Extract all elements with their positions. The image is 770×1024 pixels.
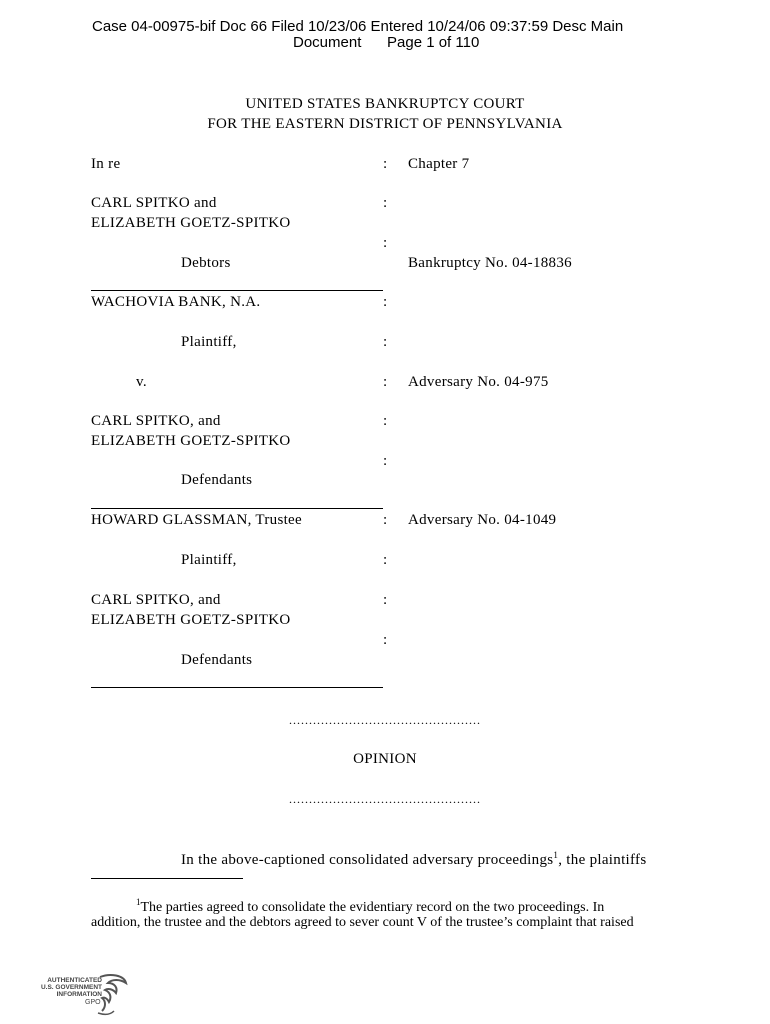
defendant-name-1: CARL SPITKO, and	[91, 413, 221, 429]
bankruptcy-number: Bankruptcy No. 04-18836	[408, 255, 572, 271]
caption-colon: :	[383, 294, 388, 310]
court-name: UNITED STATES BANKRUPTCY COURT	[245, 96, 525, 112]
footnote-reference: 1	[553, 850, 559, 860]
caption-colon: :	[383, 453, 388, 469]
plaintiff-trustee: HOWARD GLASSMAN, Trustee	[91, 512, 302, 528]
dotted-separator: ................................................	[289, 792, 481, 806]
caption-colon: :	[383, 413, 388, 429]
page-indicator: Page 1 of 110	[387, 34, 480, 51]
defendants-label: Defendants	[181, 652, 253, 668]
seal-text: AUTHENTICATED U.S. GOVERNMENT INFORMATION	[40, 977, 102, 998]
body-text: In the above-captioned consolidated adversary proceedings	[181, 852, 554, 868]
versus-label: v.	[136, 374, 147, 390]
footnote-mark: 1	[136, 897, 141, 907]
debtor-name-1: CARL SPITKO and	[91, 195, 217, 211]
seal-gpo-label: GPO	[85, 999, 101, 1006]
caption-divider	[91, 508, 383, 509]
defendants-label: Defendants	[181, 472, 253, 488]
eagle-seal-icon	[96, 973, 130, 1017]
caption-colon: :	[383, 632, 388, 648]
body-text: , the plaintiffs	[558, 852, 647, 868]
adversary-number-b: Adversary No. 04-1049	[408, 512, 557, 528]
in-re-label: In re	[91, 156, 121, 172]
caption-colon: :	[383, 552, 388, 568]
dotted-separator: ................................................	[289, 713, 481, 727]
body-paragraph	[181, 850, 646, 869]
plaintiff-wachovia: WACHOVIA BANK, N.A.	[91, 294, 261, 310]
case-header-line: Case 04-00975-bif Doc 66 Filed 10/23/06 Entered 10/24/06 09:37:59 Desc Main	[92, 18, 624, 35]
caption-colon: :	[383, 592, 388, 608]
caption-colon: :	[383, 156, 388, 172]
debtor-name-2: ELIZABETH GOETZ-SPITKO	[91, 215, 291, 231]
caption-colon: :	[383, 195, 388, 211]
caption-divider	[91, 290, 383, 291]
plaintiff-label: Plaintiff,	[181, 334, 237, 350]
footnote-line-1: $^1$The parties agreed to consolidate the evidentiary record on the two proceedings. In	[136, 897, 605, 915]
caption-colon: :	[383, 334, 388, 350]
caption-colon: :	[383, 512, 388, 528]
caption-colon: :	[383, 374, 388, 390]
caption-colon: :	[383, 235, 388, 251]
defendant-name-2: ELIZABETH GOETZ-SPITKO	[91, 433, 291, 449]
debtors-label: Debtors	[181, 255, 231, 271]
court-district: FOR THE EASTERN DISTRICT OF PENNSYLVANIA	[207, 116, 563, 132]
plaintiff-label: Plaintiff,	[181, 552, 237, 568]
caption-divider	[91, 687, 383, 688]
defendant-name-2: ELIZABETH GOETZ-SPITKO	[91, 612, 291, 628]
adversary-number-a: Adversary No. 04-975	[408, 374, 549, 390]
defendant-name-1: CARL SPITKO, and	[91, 592, 221, 608]
chapter-label: Chapter 7	[408, 156, 470, 172]
footnote-line-2: addition, the trustee and the debtors agreed to sever count V of the trustee’s complaint that raised	[91, 915, 634, 930]
opinion-title: OPINION	[353, 751, 417, 767]
footnote-divider	[91, 878, 243, 879]
document-label: Document	[293, 34, 362, 51]
